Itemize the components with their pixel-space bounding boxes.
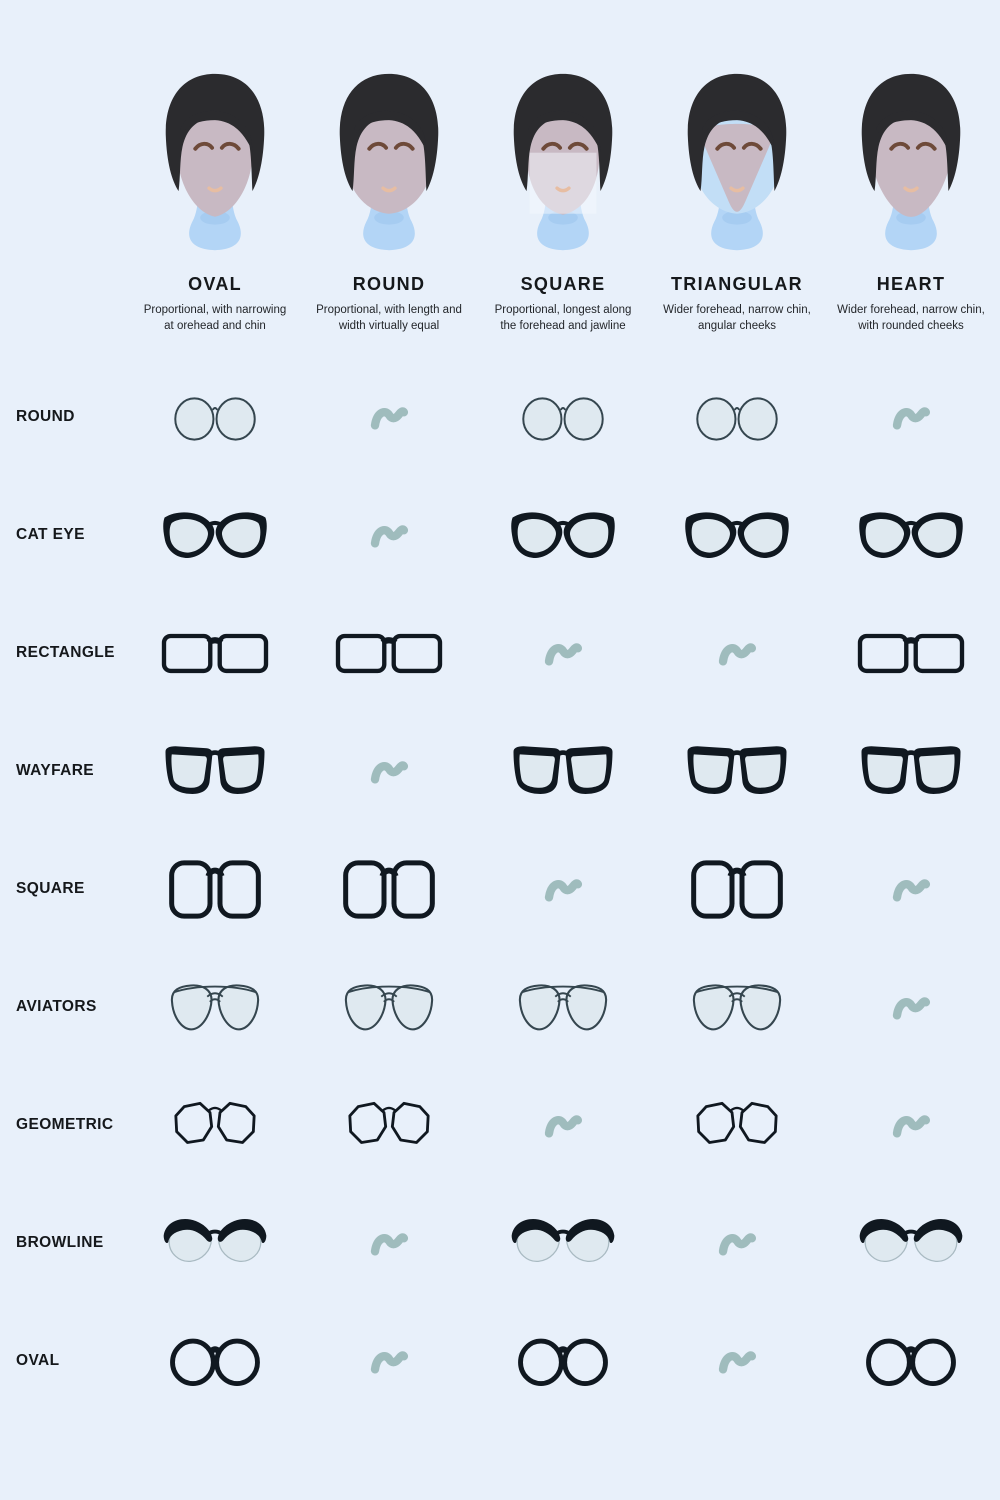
matrix-cell xyxy=(128,619,302,687)
matrix-cell xyxy=(650,739,824,804)
matrix-cell xyxy=(128,390,302,445)
aviator-glasses-icon xyxy=(685,976,789,1038)
frame-row-geometric xyxy=(0,1066,1000,1184)
matrix-cell xyxy=(302,1095,476,1155)
matrix-cell xyxy=(650,1095,824,1155)
aviator-glasses-icon xyxy=(511,976,615,1038)
matrix-cell xyxy=(650,503,824,568)
frame-type-label: AVIATORS xyxy=(16,998,97,1016)
frame-type-label: GEOMETRIC xyxy=(16,1116,114,1134)
round-face-illustration xyxy=(315,66,463,263)
tilde-icon xyxy=(890,1108,932,1143)
matrix-cell xyxy=(128,1095,302,1155)
matrix-cell xyxy=(128,503,302,568)
matrix-cell xyxy=(650,636,824,671)
geometric-glasses-icon xyxy=(165,1095,265,1155)
matrix-cell xyxy=(476,503,650,568)
frame-row-wayfare xyxy=(0,712,1000,830)
browline-glasses-icon xyxy=(160,1210,270,1276)
face-shape-description: Proportional, longest along the forehead and jawline xyxy=(494,304,632,333)
frame-row-cat-eye xyxy=(0,476,1000,594)
matrix-cell xyxy=(476,636,650,671)
oval-glasses-icon xyxy=(166,1332,264,1391)
geometric-glasses-icon xyxy=(687,1095,787,1155)
matrix-cell xyxy=(302,400,476,435)
round-glasses-icon xyxy=(691,390,783,445)
cat-eye-glasses-icon xyxy=(161,503,269,568)
matrix-cell xyxy=(302,1226,476,1261)
wayfare-glasses-icon xyxy=(509,739,617,804)
tilde-icon xyxy=(542,636,584,671)
oval-glasses-icon xyxy=(862,1332,960,1391)
matrix-cell xyxy=(476,872,650,907)
face-shape-label: TRIANGULAR xyxy=(671,274,803,294)
face-shape-description: Wider forehead, narrow chin, with rounded cheeks xyxy=(837,304,985,333)
face-shape-description: Proportional, with narrowing at orehead and chin xyxy=(143,304,287,333)
cat-eye-glasses-icon xyxy=(683,503,791,568)
face-shape-label: SQUARE xyxy=(520,274,606,294)
tilde-icon xyxy=(890,872,932,907)
tilde-icon xyxy=(890,400,932,435)
matrix-cell xyxy=(824,872,998,907)
tilde-icon xyxy=(368,1226,410,1261)
tilde-icon xyxy=(542,1108,584,1143)
matrix-cell xyxy=(476,1332,650,1391)
matrix-cell xyxy=(302,1344,476,1379)
matrix-cell xyxy=(650,856,824,923)
matrix-cell xyxy=(824,400,998,435)
frame-type-label: SQUARE xyxy=(16,880,85,898)
square-glasses-icon xyxy=(687,856,787,923)
face-shape-description: Proportional, with length and width virtually equal xyxy=(316,304,462,333)
browline-glasses-icon xyxy=(856,1210,966,1276)
frame-row-round xyxy=(0,358,1000,476)
browline-glasses-icon xyxy=(508,1210,618,1276)
heart-face-illustration xyxy=(837,66,985,263)
tilde-icon xyxy=(368,1344,410,1379)
matrix-cell xyxy=(302,976,476,1038)
aviator-glasses-icon xyxy=(163,976,267,1038)
matrix-cell xyxy=(476,1108,650,1143)
header-spacer xyxy=(0,66,128,334)
round-glasses-icon xyxy=(169,390,261,445)
square-glasses-icon xyxy=(165,856,265,923)
matrix-cell xyxy=(824,1108,998,1143)
tilde-icon xyxy=(716,1226,758,1261)
matrix-cell xyxy=(302,518,476,553)
matrix-cell xyxy=(302,619,476,687)
frame-type-label: WAYFARE xyxy=(16,762,95,780)
tilde-icon xyxy=(890,990,932,1025)
matrix-cell xyxy=(476,1210,650,1276)
matrix-cell xyxy=(650,1226,824,1261)
matrix-cell xyxy=(824,990,998,1025)
matrix-cell xyxy=(128,1210,302,1276)
matrix-cell xyxy=(476,390,650,445)
wayfare-glasses-icon xyxy=(161,739,269,804)
tilde-icon xyxy=(368,400,410,435)
frame-type-label: ROUND xyxy=(16,408,75,426)
face-shape-label: OVAL xyxy=(188,274,242,294)
face-shape-label: ROUND xyxy=(352,274,426,294)
matrix-cell xyxy=(824,739,998,804)
aviator-glasses-icon xyxy=(337,976,441,1038)
face-shapes-header xyxy=(0,0,1000,334)
matrix-cell xyxy=(824,503,998,568)
face-shape-label: HEART xyxy=(876,274,946,294)
tilde-icon xyxy=(368,518,410,553)
matrix-cell xyxy=(476,976,650,1038)
frame-type-label: RECTANGLE xyxy=(16,644,115,662)
frame-row-browline xyxy=(0,1184,1000,1302)
matrix-cell xyxy=(302,754,476,789)
matrix-cell xyxy=(650,390,824,445)
frame-type-label: CAT EYE xyxy=(16,526,85,544)
face-shape-column-square xyxy=(476,66,650,334)
tilde-icon xyxy=(716,636,758,671)
rectangle-glasses-icon xyxy=(158,619,272,687)
oval-glasses-icon xyxy=(514,1332,612,1391)
frame-row-aviators xyxy=(0,948,1000,1066)
face-shape-column-round xyxy=(302,66,476,334)
frame-row-rectangle xyxy=(0,594,1000,712)
matrix-cell xyxy=(128,739,302,804)
matrix-cell xyxy=(128,976,302,1038)
tilde-icon xyxy=(716,1344,758,1379)
face-shape-column-oval xyxy=(128,66,302,334)
matrix-cell xyxy=(302,856,476,923)
geometric-glasses-icon xyxy=(339,1095,439,1155)
wayfare-glasses-icon xyxy=(857,739,965,804)
face-shape-column-heart xyxy=(824,66,998,334)
rectangle-glasses-icon xyxy=(854,619,968,687)
frame-row-oval xyxy=(0,1302,1000,1420)
frame-type-label: BROWLINE xyxy=(16,1234,104,1252)
matrix-cell xyxy=(476,739,650,804)
rectangle-glasses-icon xyxy=(332,619,446,687)
wayfare-glasses-icon xyxy=(683,739,791,804)
oval-face-illustration xyxy=(141,66,289,263)
triangular-face-illustration xyxy=(663,66,811,263)
round-glasses-icon xyxy=(517,390,609,445)
frame-compatibility-matrix xyxy=(0,358,1000,1420)
frame-row-square xyxy=(0,830,1000,948)
tilde-icon xyxy=(368,754,410,789)
matrix-cell xyxy=(650,1344,824,1379)
frame-type-label: OVAL xyxy=(16,1352,60,1370)
matrix-cell xyxy=(824,619,998,687)
matrix-cell xyxy=(824,1332,998,1391)
matrix-cell xyxy=(128,856,302,923)
square-face-illustration xyxy=(489,66,637,263)
tilde-icon xyxy=(542,872,584,907)
matrix-cell xyxy=(650,976,824,1038)
matrix-cell xyxy=(824,1210,998,1276)
cat-eye-glasses-icon xyxy=(857,503,965,568)
cat-eye-glasses-icon xyxy=(509,503,617,568)
face-shape-description: Wider forehead, narrow chin, angular cheeks xyxy=(663,304,811,333)
face-shape-column-triangular xyxy=(650,66,824,334)
matrix-cell xyxy=(128,1332,302,1391)
square-glasses-icon xyxy=(339,856,439,923)
